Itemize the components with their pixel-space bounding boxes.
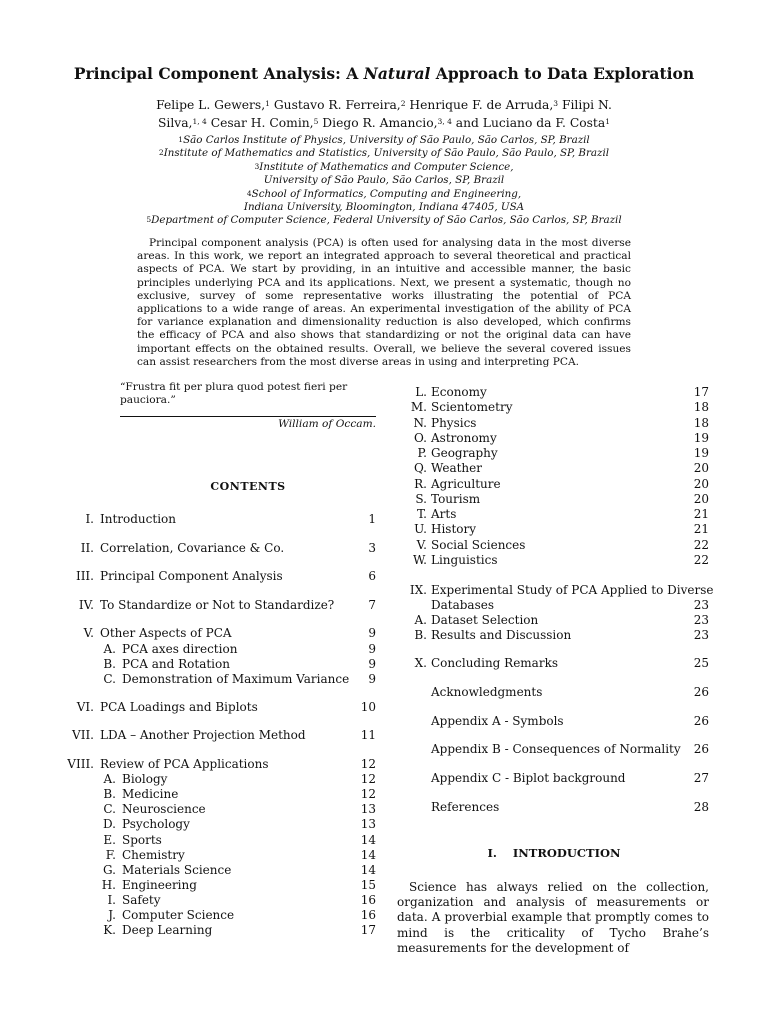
toc-entry[interactable] (60, 626, 376, 641)
toc-entry-label: Results and Discussion (431, 628, 572, 642)
epigraph-rule (120, 416, 376, 417)
author-name: Cesar H. Comin, (206, 116, 314, 130)
toc-entry-page: 19 (693, 431, 709, 445)
toc-entry[interactable] (397, 628, 709, 643)
toc-entry-number: M. (410, 400, 427, 414)
abstract: Principal component analysis (PCA) is often used for analysing data in the most diverse areas. In this work, we report an integrated approach to several theoretical and practical aspects of PCA. We start by providing, in an intuitive and accessible manner, the basic principles underlying PCA and its applications. Next, we present a systematic, though no exclusive, survey of some representative works illustrating the potential of PCA applications to a wide range of areas. An experimental investigation of the ability of PCA for variance explanation and dimensionality reduction is also developed, which confirms the efficacy of PCA and also shows that standardizing or not the original data can have important effects on the obtained results. Overall, we believe the several covered issues can assist researchers from the most diverse areas in using and interpreting PCA. (137, 237, 631, 368)
toc-entry-number: B. (414, 628, 427, 642)
affiliations (100, 134, 668, 228)
toc-entry-page: 27 (693, 771, 709, 785)
toc-entry-page: 9 (368, 626, 376, 640)
toc-entry[interactable] (60, 728, 376, 743)
toc-entry[interactable] (397, 385, 709, 400)
toc-entry-number: P. (417, 446, 427, 460)
author-line-1 (150, 96, 618, 114)
toc-entry[interactable] (397, 800, 709, 815)
toc-entry[interactable] (60, 772, 376, 787)
affiliation-line (100, 214, 668, 227)
author-affil-sup: 3 (553, 99, 559, 108)
toc-entry-number: E. (103, 833, 116, 847)
affiliation-line (100, 147, 668, 160)
toc-entry-number: O. (414, 431, 427, 445)
author-affil-sup: 3, 4 (437, 117, 452, 126)
toc-entry-number: R. (414, 477, 427, 491)
toc-entry-label: Scientometry (431, 400, 513, 414)
introduction-paragraph: Science has always relied on the collection, organization and analysis of measurements or data. A proverbial example that promptly comes to mind is the criticality of Tycho Brahe’s measurements for the development of (397, 880, 709, 955)
toc-entry-label: Tourism (431, 492, 481, 506)
toc-entry-label: Geography (431, 446, 498, 460)
affiliation-text: Indiana University, Bloomington, Indiana 47405, USA (243, 201, 525, 214)
author-name: Filipi N. (558, 98, 612, 112)
toc-entry-number: C. (103, 802, 116, 816)
toc-entry[interactable] (397, 553, 709, 568)
toc-entry-number: III. (75, 569, 94, 583)
epigraph-quote: “Frustra fit per plura quod potest fieri per pauciora.” (120, 381, 348, 407)
toc-entry-number: VII. (72, 728, 94, 742)
toc-entry-label: Psychology (122, 817, 190, 831)
affiliation-sup: 5 (146, 215, 152, 225)
toc-entry[interactable] (397, 461, 709, 476)
toc-entry-page: 9 (368, 642, 376, 656)
author-affil-sup: 1 (265, 99, 270, 108)
toc-entry[interactable] (60, 787, 376, 802)
toc-entry-number: X. (414, 656, 427, 670)
affiliation-sup: 4 (246, 188, 252, 198)
toc-entry-label: Acknowledgments (431, 685, 543, 699)
toc-entry-number: V. (416, 538, 427, 552)
toc-entry-number: N. (413, 416, 427, 430)
toc-entry-number: B. (103, 657, 116, 671)
toc-entry-label: Astronomy (431, 431, 497, 445)
toc-entry-number: I. (107, 893, 116, 907)
affiliation-text: Institute of Mathematics and Computer Science, (259, 160, 514, 173)
toc-entry[interactable] (397, 492, 709, 507)
toc-entry-page: 14 (360, 848, 376, 862)
toc-entry-page: 21 (693, 522, 709, 536)
toc-entry-page: 16 (360, 893, 376, 907)
toc-entry-page: 16 (360, 908, 376, 922)
toc-entry-label: Physics (431, 416, 477, 430)
toc-entry[interactable] (60, 642, 376, 657)
toc-entry-page: 17 (360, 923, 376, 937)
toc-entry[interactable] (397, 538, 709, 553)
toc-entry-page: 14 (360, 833, 376, 847)
paper-title (0, 64, 768, 83)
toc-entry[interactable] (60, 541, 376, 556)
toc-entry-number: IV. (78, 598, 94, 612)
toc-entry-number: J. (108, 908, 116, 922)
toc-entry-page: 12 (360, 757, 376, 771)
toc-entry-number: L. (415, 385, 427, 399)
toc-entry[interactable] (397, 400, 709, 415)
author-list (150, 96, 618, 132)
toc-entry-label: Medicine (122, 787, 179, 801)
toc-entry[interactable] (60, 817, 376, 832)
toc-entry[interactable] (397, 507, 709, 522)
toc-entry-page: 12 (360, 787, 376, 801)
title-prefix: Principal Component Analysis: A (73, 64, 364, 83)
toc-entry[interactable] (60, 757, 376, 772)
toc-entry[interactable] (397, 656, 709, 671)
toc-entry-page: 13 (360, 817, 376, 831)
affiliation-text: Institute of Mathematics and Statistics, University of São Paulo, São Paulo, SP, Brazil (163, 147, 610, 160)
title-italic: Natural (363, 64, 431, 83)
toc-entry-number: V. (83, 626, 94, 640)
toc-entry-label: Databases (431, 598, 495, 612)
toc-entry-number: II. (80, 541, 94, 555)
toc-entry-label: LDA – Another Projection Method (100, 728, 306, 742)
toc-entry-page: 21 (693, 507, 709, 521)
toc-entry-label: Materials Science (122, 863, 232, 877)
toc-entry-number: S. (415, 492, 427, 506)
toc-entry-page: 25 (693, 656, 709, 670)
contents-heading: CONTENTS (210, 480, 286, 493)
toc-entry-number: T. (416, 507, 427, 521)
toc-entry-page: 28 (693, 800, 709, 814)
toc-entry-number: G. (103, 863, 116, 877)
toc-entry-label: Principal Component Analysis (100, 569, 283, 583)
toc-entry-page: 14 (360, 863, 376, 877)
toc-entry[interactable] (60, 863, 376, 878)
affiliation-sup: 3 (254, 161, 260, 171)
toc-entry[interactable] (397, 771, 709, 786)
toc-entry-label: Appendix C - Biplot background (431, 771, 626, 785)
toc-entry-number: IX. (409, 583, 427, 597)
toc-entry-label: Weather (431, 461, 482, 475)
toc-entry-label: Safety (122, 893, 161, 907)
epigraph-attribution: William of Occam. (278, 418, 376, 430)
toc-entry-label: PCA Loadings and Biplots (100, 700, 258, 714)
toc-entry-label: Experimental Study of PCA Applied to Diverse (431, 583, 714, 597)
toc-entry-page: 10 (360, 700, 376, 714)
toc-entry-page: 20 (693, 461, 709, 475)
toc-entry-number: Q. (413, 461, 427, 475)
toc-entry-page: 15 (360, 878, 376, 892)
toc-entry-number: A. (103, 772, 116, 786)
toc-entry[interactable] (60, 848, 376, 863)
toc-entry[interactable] (60, 598, 376, 613)
toc-entry-number: I. (85, 512, 94, 526)
toc-entry-label: History (431, 522, 477, 536)
toc-entry-page: 18 (693, 400, 709, 414)
toc-entry[interactable] (60, 908, 376, 923)
toc-entry[interactable] (397, 742, 709, 757)
toc-entry[interactable] (60, 923, 376, 938)
toc-entry-page: 23 (693, 628, 709, 642)
toc-entry[interactable] (397, 446, 709, 461)
toc-entry[interactable] (60, 672, 376, 687)
toc-entry-page: 1 (368, 512, 376, 526)
toc-entry-label: Engineering (122, 878, 197, 892)
toc-entry-label: Chemistry (122, 848, 185, 862)
toc-entry-label: To Standardize or Not to Standardize? (100, 598, 335, 612)
toc-entry[interactable] (397, 416, 709, 431)
toc-entry-number: F. (105, 848, 116, 862)
toc-entry-page: 12 (360, 772, 376, 786)
toc-entry[interactable] (60, 700, 376, 715)
toc-entry-page: 22 (693, 553, 709, 567)
toc-entry-page: 6 (368, 569, 376, 583)
affiliation-line (100, 188, 668, 201)
author-name: Felipe L. Gewers, (156, 98, 266, 112)
toc-entry-page: 23 (693, 598, 709, 612)
toc-entry-label: Agriculture (431, 477, 501, 491)
toc-entry-label: PCA and Rotation (122, 657, 230, 671)
toc-entry[interactable] (60, 512, 376, 527)
toc-entry-number: U. (414, 522, 427, 536)
toc-entry-page: 9 (368, 672, 376, 686)
affiliation-sup: 2 (158, 148, 164, 158)
toc-entry-page: 11 (360, 728, 376, 742)
toc-entry-label: Social Sciences (431, 538, 526, 552)
author-line-2 (150, 114, 618, 132)
toc-entry-page: 22 (693, 538, 709, 552)
toc-entry-number: B. (103, 787, 116, 801)
toc-entry-label: Deep Learning (122, 923, 213, 937)
toc-entry-label: Computer Science (122, 908, 235, 922)
toc-entry[interactable] (60, 569, 376, 584)
affiliation-line (100, 174, 668, 187)
affiliation-text: University of São Paulo, São Carlos, SP, Brazil (263, 174, 505, 187)
toc-entry-page: 20 (693, 477, 709, 491)
author-affil-sup: 1, 4 (192, 117, 207, 126)
toc-entry-label: Biology (122, 772, 168, 786)
toc-entry-number: VI. (76, 700, 94, 714)
author-name: and Luciano da F. Costa (451, 116, 606, 130)
title-suffix: Approach to Data Exploration (430, 64, 695, 83)
toc-entry-label: Dataset Selection (431, 613, 539, 627)
toc-entry-page: 19 (693, 446, 709, 460)
toc-entry-label: Review of PCA Applications (100, 757, 269, 771)
author-affil-sup: 5 (313, 117, 319, 126)
affiliation-text: Department of Computer Science, Federal University of São Carlos, São Carlos, SP, Brazil (151, 214, 622, 227)
toc-entry-page: 13 (360, 802, 376, 816)
toc-entry-page: 26 (693, 685, 709, 699)
author-name: Henrique F. de Arruda, (405, 98, 554, 112)
toc-entry[interactable] (60, 893, 376, 908)
toc-entry-page: 17 (693, 385, 709, 399)
toc-entry-page: 3 (368, 541, 376, 555)
toc-entry-label: Appendix B - Consequences of Normality (431, 742, 681, 756)
toc-entry[interactable] (397, 685, 709, 700)
toc-entry-number: C. (103, 672, 116, 686)
author-name: Gustavo R. Ferreira, (269, 98, 401, 112)
toc-entry-label: Economy (431, 385, 487, 399)
toc-entry[interactable] (397, 598, 709, 613)
toc-entry-page: 26 (693, 714, 709, 728)
toc-entry-label: Sports (122, 833, 162, 847)
toc-entry-number: H. (101, 878, 116, 892)
toc-entry-label: References (431, 800, 500, 814)
toc-entry-number: VIII. (67, 757, 94, 771)
section-heading-introduction: I. INTRODUCTION (487, 846, 621, 860)
toc-entry-number: W. (412, 553, 427, 567)
toc-entry[interactable] (397, 522, 709, 537)
toc-entry-page: 18 (693, 416, 709, 430)
toc-entry[interactable] (397, 714, 709, 729)
toc-entry-label: Concluding Remarks (431, 656, 559, 670)
toc-entry[interactable] (60, 802, 376, 817)
toc-entry-page: 20 (693, 492, 709, 506)
affiliation-line (100, 201, 668, 214)
toc-entry-number: K. (103, 923, 116, 937)
toc-entry-label: PCA axes direction (122, 642, 238, 656)
author-affil-sup: 2 (400, 99, 406, 108)
toc-entry-label: Appendix A - Symbols (431, 714, 564, 728)
toc-entry-number: D. (102, 817, 116, 831)
toc-entry[interactable] (397, 613, 709, 628)
toc-entry-label: Linguistics (431, 553, 498, 567)
toc-entry-label: Correlation, Covariance & Co. (100, 541, 285, 555)
toc-entry-page: 7 (368, 598, 376, 612)
author-affil-sup: 1 (605, 117, 610, 126)
toc-entry-label: Demonstration of Maximum Variance (122, 672, 350, 686)
toc-entry[interactable] (397, 583, 714, 598)
toc-entry-page: 26 (693, 742, 709, 756)
author-name: Silva, (157, 116, 193, 130)
affiliation-text: School of Informatics, Computing and Engineering, (251, 187, 522, 200)
toc-entry-label: Introduction (100, 512, 176, 526)
affiliation-sup: 1 (178, 135, 184, 144)
author-name: Diego R. Amancio, (318, 116, 438, 130)
toc-entry[interactable] (397, 431, 709, 446)
toc-entry-label: Arts (431, 507, 457, 521)
toc-entry[interactable] (397, 477, 709, 492)
toc-entry[interactable] (60, 657, 376, 672)
toc-entry[interactable] (60, 833, 376, 848)
toc-entry-page: 23 (693, 613, 709, 627)
affiliation-line (100, 161, 668, 174)
toc-entry[interactable] (60, 878, 376, 893)
toc-entry-label: Neuroscience (122, 802, 206, 816)
affiliation-text: São Carlos Institute of Physics, University of São Paulo, São Carlos, SP, Brazil (183, 134, 590, 146)
toc-entry-page: 9 (368, 657, 376, 671)
toc-entry-label: Other Aspects of PCA (100, 626, 232, 640)
toc-entry-number: A. (103, 642, 116, 656)
affiliation-line (100, 134, 668, 147)
toc-entry-number: A. (414, 613, 427, 627)
